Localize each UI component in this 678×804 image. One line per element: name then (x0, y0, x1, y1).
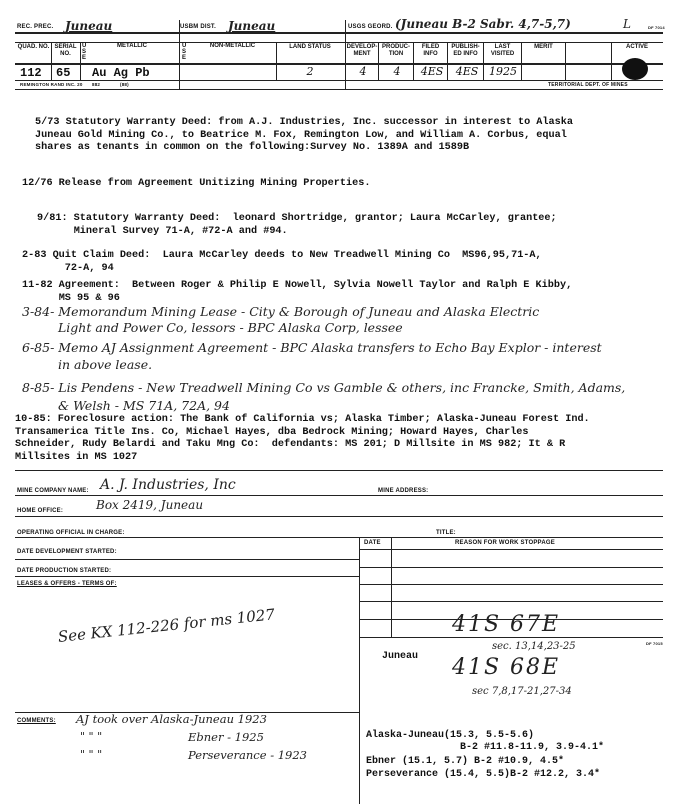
code2: (88) (120, 82, 129, 87)
rec-prec-label: REC. PREC. (17, 24, 54, 30)
col-filed-info: FILED INFO (421, 44, 440, 57)
note-2-83: 2-83 Quit Claim Deed: Laura McCarley deeds to New Treadwell Mining Co MS96,95,71-A, 72-A, 94 (22, 250, 542, 274)
mine-company-label: MINE COMPANY NAME: (17, 488, 89, 494)
record-development: 4 (359, 65, 367, 78)
form-number-2: DF 7015 (646, 641, 663, 646)
note-11-82: 11-82 Agreement: Between Roger & Philip E Nowell, Sylvia Nowell Taylor and Ralph E Kibby, MS 95 & 96 (22, 280, 573, 304)
record-production: 4 (393, 65, 401, 78)
operating-label: OPERATING OFFICIAL IN CHARGE: (17, 530, 125, 536)
comment-line-2: Ebner - 1925 (188, 730, 264, 744)
ref-alaska-juneau: Alaska-Juneau(15.3, 5.5-5.6) (366, 730, 535, 741)
usgs-geord-value: (Juneau B-2 Sabr. 4,7-5,7) (395, 17, 571, 31)
usgs-dist-value: Juneau (228, 19, 276, 33)
ref1: 41S 67E (452, 612, 561, 637)
corner-letter: L (623, 17, 631, 31)
territorial-mark: TERRITORIAL DEPT. OF MINES (548, 82, 628, 88)
ditto-1: " " " (80, 730, 103, 743)
note-9-81: 9/81: Statutory Warranty Deed: leonard Shortridge, grantor; Laura McCarley, grantee; Mineral Survey 71-A, #72-A and #94. (37, 213, 557, 237)
col-u-marks-2: U S E (182, 43, 187, 61)
note-12-76: 12/76 Release from Agreement Unitizing Mining Properties. (22, 178, 371, 189)
record-last-visited: 1925 (489, 65, 517, 78)
col-publish-info: PUBLISH-ED INFO (451, 44, 480, 57)
col-merit: MERIT (534, 44, 553, 50)
comment-line-3: Perseverance - 1923 (188, 748, 308, 762)
rec-prec-value: Juneau (65, 19, 113, 33)
hand-note-6-85-a: 6-85- Memo AJ Assignment Agreement - BPC Alaska transfers to Echo Bay Explor - interest (22, 340, 602, 355)
leases-label: LEASES & OFFERS - TERMS OF: (17, 581, 117, 587)
note-5-73: 5/73 Statutory Warranty Deed: from A.J. Industries, Inc. successor in interest to Alaska Juneau Gold Mining Co., to Beatrice M. Fox, Remington Low, and William A. Corbus, equal shares as tenants in common on the following:Survey No. 1389A and 1589B (35, 117, 573, 153)
date-col: DATE (364, 540, 381, 546)
ref1-sec: sec. 13,14,23-25 (492, 641, 576, 652)
usgs-dist-label: USBM DIST. (180, 24, 217, 30)
hand-note-3-84-b: Light and Power Co, lessors - BPC Alaska Corp, lessee (58, 320, 403, 335)
usgs-geord-label: USGS GEORD. (348, 24, 393, 30)
hand-note-8-85-b: & Welsh - MS 71A, 72A, 94 (58, 398, 230, 413)
hand-note-3-84-a: 3-84- Memorandum Mining Lease - City & Borough of Juneau and Alaska Electric (22, 304, 540, 319)
dev-started-label: DATE DEVELOPMENT STARTED: (17, 549, 117, 555)
ref2: 41S 68E (452, 655, 561, 680)
home-office-value: Box 2419, Juneau (96, 498, 204, 512)
record-metallic: Au Ag Pb (92, 66, 150, 80)
col-last-visited: LAST VISITED (490, 44, 515, 57)
see-kx-note: See KX 112-226 for ms 1027 (57, 605, 276, 646)
col-u-marks-1: U S E (82, 43, 87, 61)
record-quad: 112 (20, 66, 42, 80)
col-quad: QUAD. NO. (17, 44, 50, 50)
active-dot (622, 58, 648, 80)
comments-label: COMMENTS: (17, 718, 56, 724)
juneau-label: Juneau (382, 651, 419, 662)
col-serial: SERIAL NO. (54, 44, 77, 57)
mine-company-value: A. J. Industries, Inc (100, 477, 236, 493)
col-development: DEVELOP-MENT (346, 44, 378, 57)
reason-col: REASON FOR WORK STOPPAGE (455, 540, 555, 546)
prod-started-label: DATE PRODUCTION STARTED: (17, 568, 112, 574)
ref2-sec: sec 7,8,17-21,27-34 (472, 686, 572, 697)
printer-mark: REMINGTON RAND INC. 20 (20, 82, 83, 87)
record-filed-info: 4ES (420, 65, 444, 78)
home-office-label: HOME OFFICE: (17, 508, 64, 514)
record-serial: 65 (56, 66, 71, 80)
ref-perseverance: Perseverance (15.4, 5.5)B-2 #12.2, 3.4* (366, 769, 601, 780)
ditto-2: " " " (80, 748, 103, 761)
record-land-status: 2 (306, 65, 314, 78)
code1: 882 (92, 82, 101, 87)
hand-note-6-85-b: in above lease. (58, 357, 153, 372)
col-active: ACTIVE (625, 44, 648, 50)
col-land-status: LAND STATUS (289, 44, 331, 50)
record-publish-info: 4ES (455, 65, 479, 78)
form-number: DF 7014 (648, 25, 665, 30)
col-nonmetallic: NON-METALLIC (209, 43, 256, 49)
title-label: TITLE: (436, 530, 456, 536)
mine-address-label: MINE ADDRESS: (378, 488, 429, 494)
hand-note-8-85-a: 8-85- Lis Pendens - New Treadwell Mining Co vs Gamble & others, inc Francke, Smith, Adams, (22, 380, 626, 395)
ref-alaska-juneau-b: B-2 #11.8-11.9, 3.9-4.1* (460, 742, 605, 753)
ref-ebner: Ebner (15.1, 5.7) B-2 #10.9, 4.5* (366, 756, 565, 767)
col-metallic: METALLIC (117, 43, 147, 49)
note-10-85: 10-85: Foreclosure action: The Bank of California vs; Alaska Timber; Alaska-Juneau Forest Ind. Transamerica Title Ins. Co, Michael Hayes, dba Bedrock Mining; Howard Hayes, Charles Schneider, Rudy Belardi and Taku Mng Co: defendants: MS 201; D Millsite in MS 982; It & R Millsites in MS 1027 (15, 414, 590, 463)
col-production: PRODUC-TION (382, 44, 410, 57)
comment-line-1: AJ took over Alaska-Juneau 1923 (76, 712, 267, 726)
